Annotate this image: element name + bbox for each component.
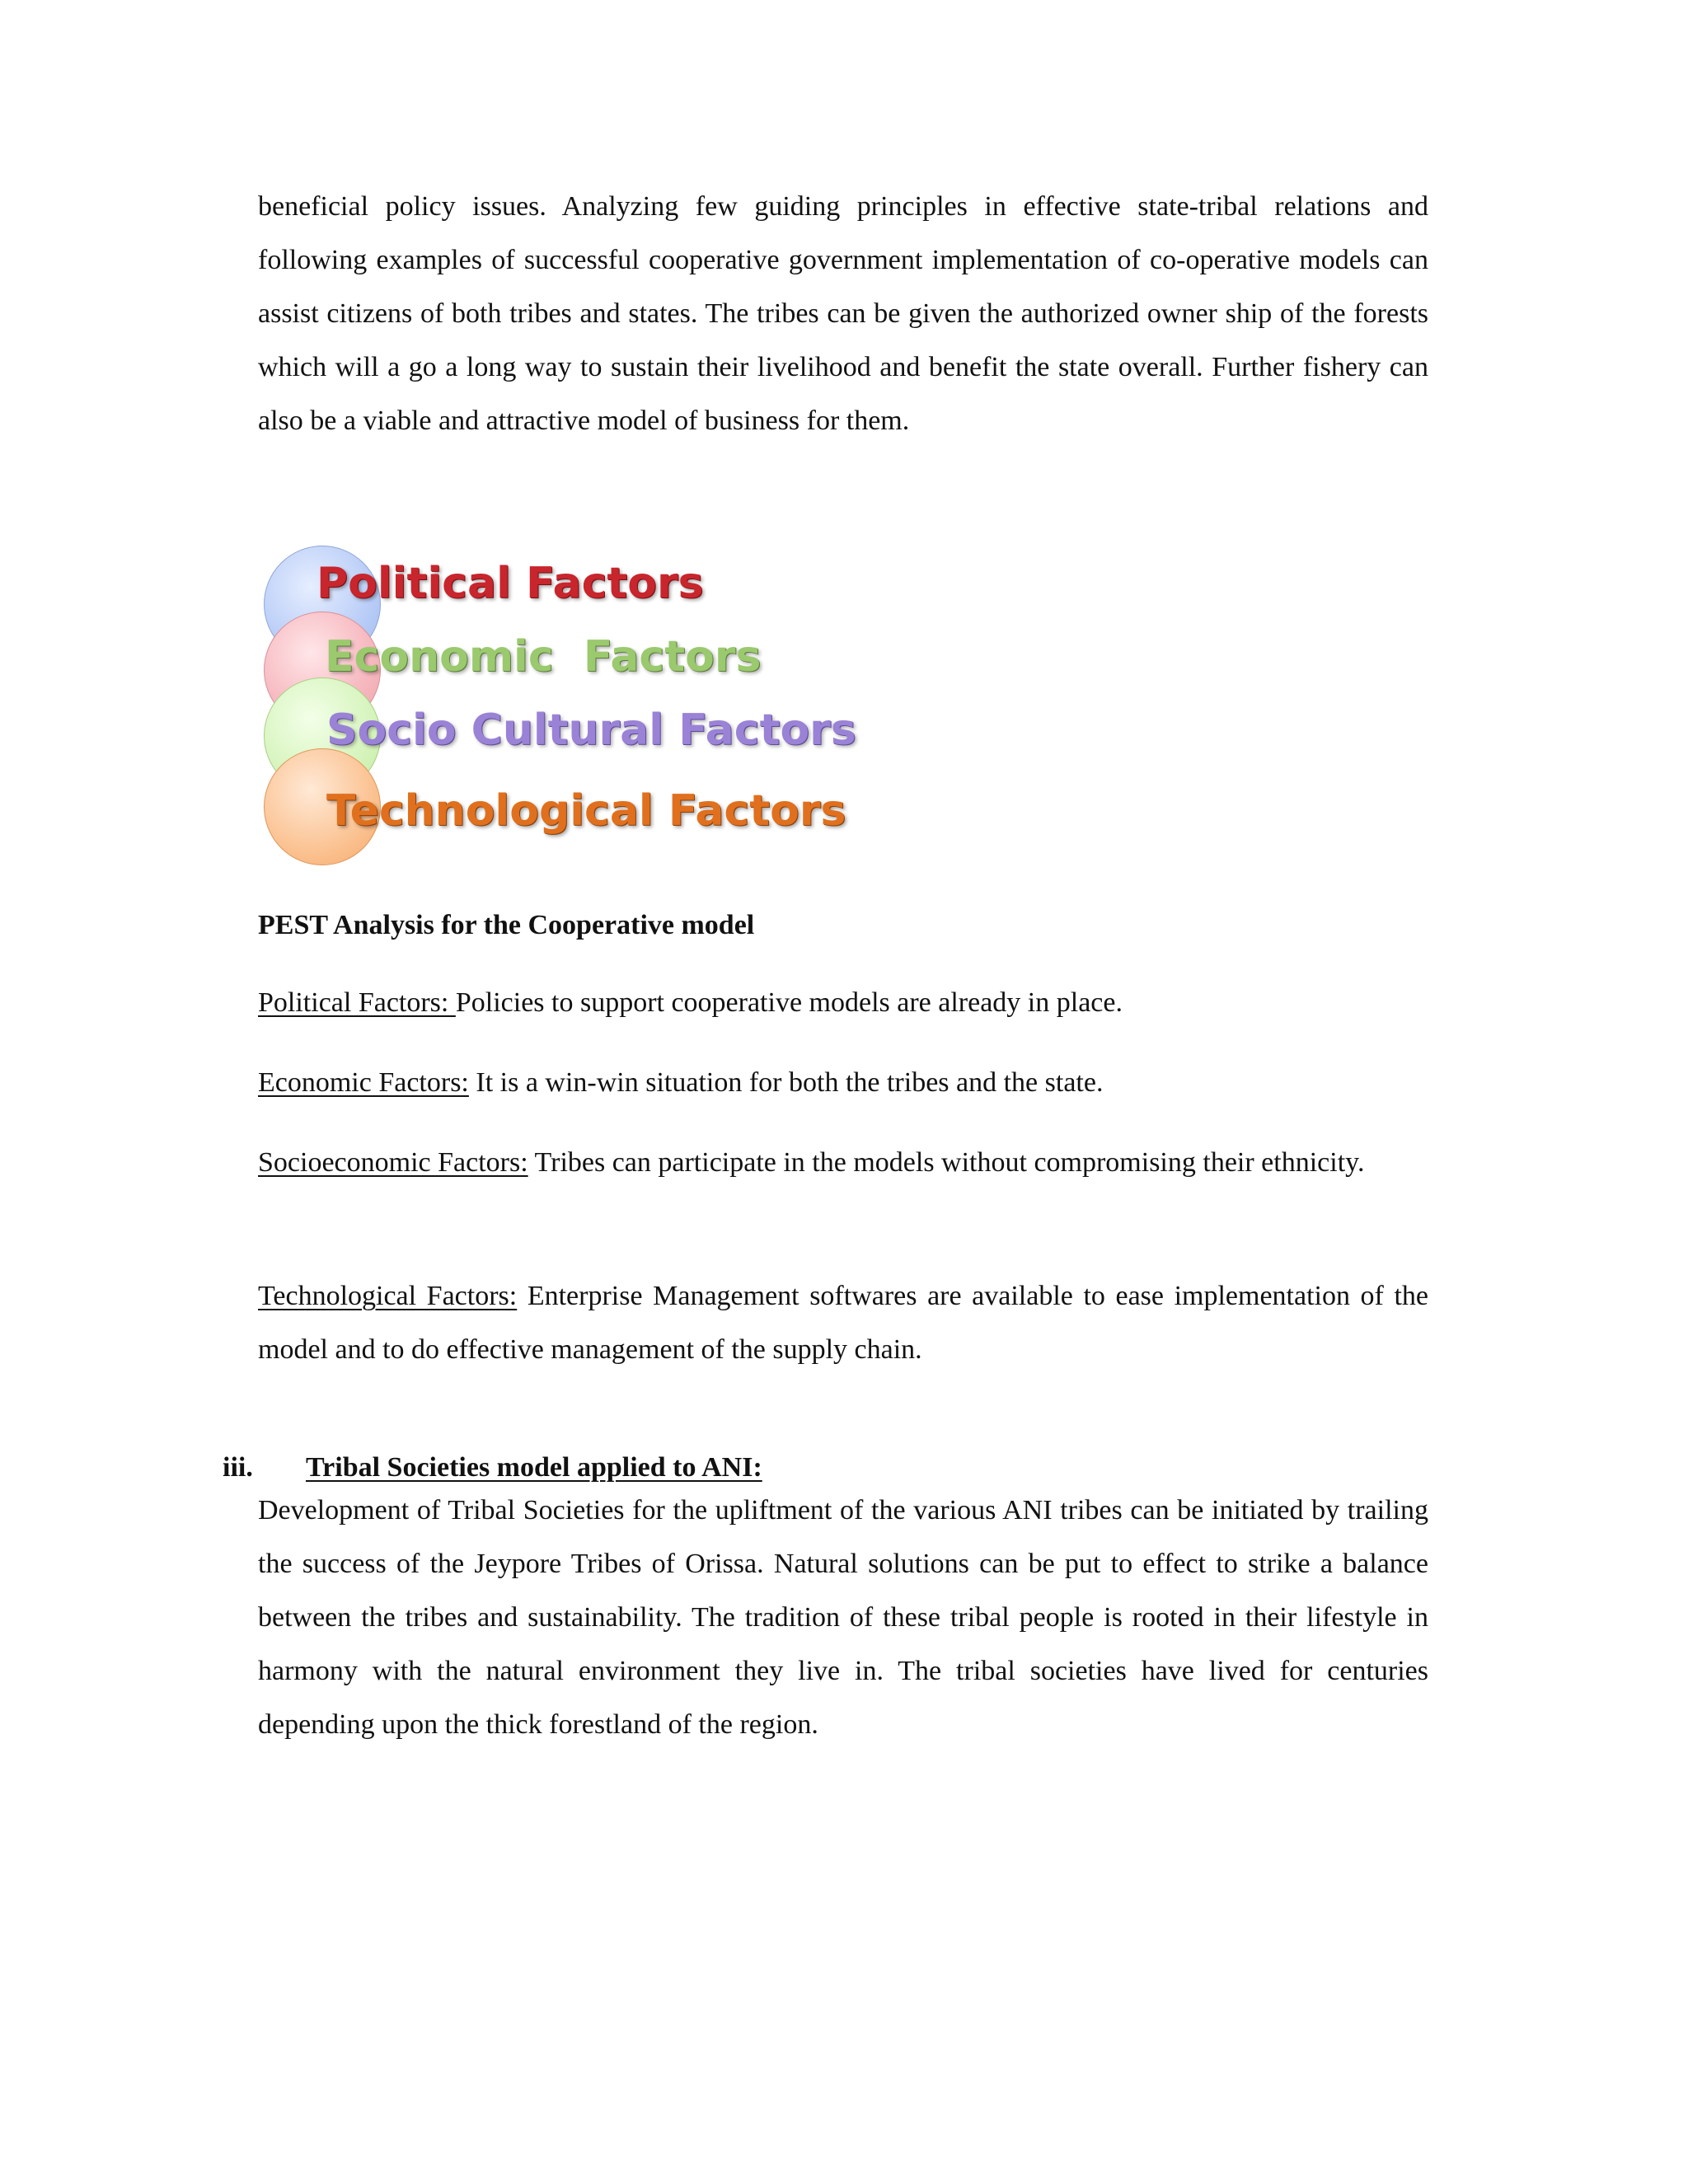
factor-political-text: Policies to support cooperative models are already in place. [455, 987, 1123, 1018]
section-title: Tribal Societies model applied to ANI: [306, 1452, 762, 1483]
factor-political-label: Political Factors: [258, 987, 456, 1018]
factor-economic [258, 1056, 1428, 1109]
factor-socioeconomic [258, 1136, 1428, 1189]
economic-factors-label: Economic Factors [325, 632, 762, 682]
factor-economic-text: It is a win-win situation for both the tribes and the state. [468, 1067, 1104, 1098]
technological-factors-label: Technological Factors [326, 786, 846, 836]
factor-political [258, 976, 1428, 1029]
intro-paragraph: beneficial policy issues. Analyzing few guiding principles in effective state-tribal relations and following examples of successful cooperative government implementation of co-operative models can assist citizens of both tribes and states. The tribes can be given the authorized owner ship of the forests which will a go a long way to sustain their livelihood and benefit the state overall. Further fishery can also be a viable and attractive model of business for them. [258, 191, 1428, 436]
section-number: iii. [223, 1452, 253, 1483]
socio-cultural-factors-label: Socio Cultural Factors [326, 705, 856, 755]
factor-socioeconomic-label: Socioeconomic Factors: [258, 1147, 528, 1178]
political-factors-label: Political Factors [316, 559, 704, 608]
pest-heading: PEST Analysis for the Cooperative model [258, 910, 755, 940]
factor-economic-label: Economic Factors: [258, 1067, 469, 1098]
section-body: Development of Tribal Societies for the upliftment of the various ANI tribes can be initiated by trailing the success of the Jeypore Tribes of Orissa. Natural solutions can be put to effect to strike a balance between the tribes and sustainability. The tradition of these tribal people is rooted in their lifestyle in harmony with the natural environment they live in. The tribal societies have lived for centuries depending upon the thick forestland of the region. [258, 1495, 1428, 1740]
factor-technological [258, 1269, 1428, 1376]
pest-diagram [247, 536, 856, 882]
factor-technological-label: Technological Factors: [258, 1281, 518, 1311]
factor-technological-text: Enterprise Management softwares are available to ease implementation of the model and to do effective management of the supply chain. [258, 1281, 1428, 1365]
factor-socioeconomic-text: Tribes can participate in the models without compromising their ethnicity. [528, 1147, 1365, 1178]
